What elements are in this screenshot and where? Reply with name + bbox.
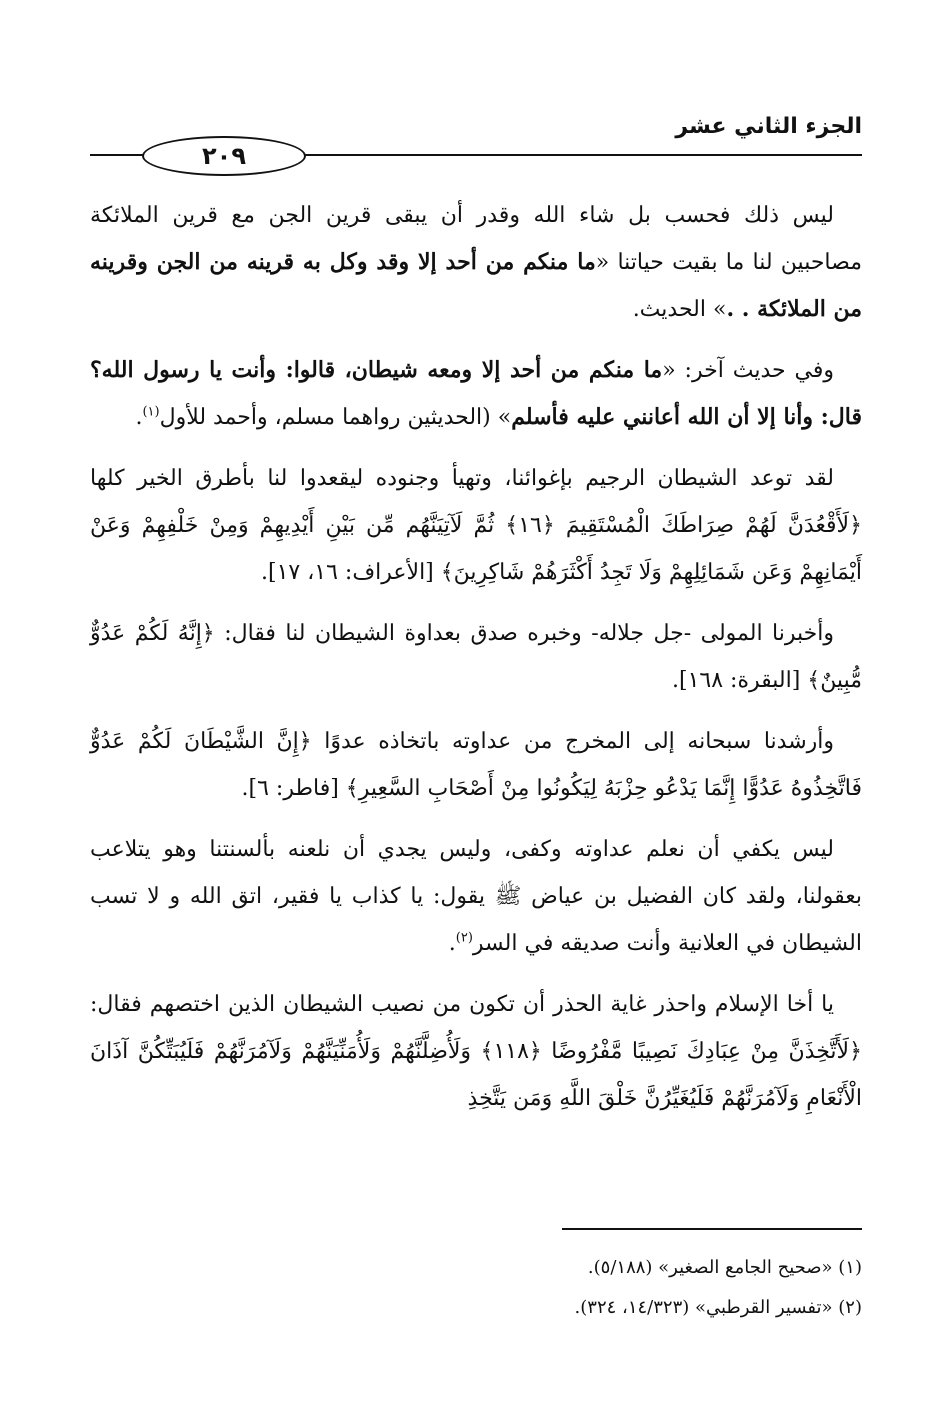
paragraph-text: » (الحديثين رواهما مسلم، وأحمد للأول [159,405,512,430]
paragraph-3 [90,455,862,596]
paragraph-text: . [135,405,143,430]
paragraph-2 [90,347,862,441]
body-text [90,192,862,1136]
paragraph-text: يا أخا الإسلام واحذر غاية الحذر أن تكون من نصيب الشيطان الذين اختصهم فقال: [90,992,834,1017]
paragraph-5 [90,718,862,812]
paragraph-7 [90,981,862,1122]
paragraph-text: [البقرة: ١٦٨]. [672,668,808,693]
quran-verse: ﴿لَأَقْعُدَنَّ لَهُمْ صِرَاطَكَ الْمُسْتَقِيمَ ﴿١٦﴾ ثُمَّ لَآتِيَنَّهُم مِّن بَيْنِ أَيْدِيهِمْ وَمِنْ خَلْفِهِمْ وَعَنْ أَيْمَانِهِمْ وَعَن شَمَائِلِهِمْ وَلَا تَجِدُ أَكْثَرَهُمْ شَاكِرِينَ﴾ [90,513,862,585]
paragraph-text: . [448,931,456,956]
quran-verse: ﴿لَأَتَّخِذَنَّ مِنْ عِبَادِكَ نَصِيبًا مَّفْرُوضًا ﴿١١٨﴾ وَلَأُضِلَّنَّهُمْ وَلَأُمَنِّيَنَّهُمْ وَلَآمُرَنَّهُمْ فَلَيُبَتِّكُنَّ آذَانَ الْأَنْعَامِ وَلَآمُرَنَّهُمْ فَلَيُغَيِّرُنَّ خَلْقَ اللَّهِ وَمَن يَتَّخِذِ [90,1039,862,1111]
footnote-marker: (٢) [455,930,473,946]
footnote-1: (١) «صحيح الجامع الصغير» (٥/١٨٨). [587,1257,862,1278]
paragraph-1 [90,192,862,333]
footnote-divider [562,1228,862,1230]
paragraph-4 [90,610,862,704]
paragraph-text: لقد توعد الشيطان الرجيم بإغوائنا، وتهيأ وجنوده ليقعدوا لنا بأطرق الخير كلها [90,466,834,491]
paragraph-text: » الحديث. [632,297,727,322]
page-header [90,110,862,180]
paragraph-6 [90,826,862,967]
paragraph-text: [فاطر: ٦]. [241,776,346,801]
paragraph-text: وفي حديث آخر: « [662,358,834,383]
paragraph-text: ليس ذلك فحسب بل شاء الله وقدر أن يبقى قرين الجن مع قرين الملائكة مصاحبين لنا ما بقيت حياتنا « [90,203,862,275]
page-number: ٢٠٩ [142,136,306,176]
hadith-quote: ما منكم من أحد إلا ومعه شيطان، قالوا: وأنت يا رسول الله؟ قال: وأنا إلا أن الله أعانني عليه فأسلم [90,357,862,430]
footnote-2: (٢) «تفسير القرطبي» (١٤/٣٢٣، ٣٢٤). [574,1297,862,1318]
paragraph-text: [الأعراف: ١٦، ١٧]. [260,560,441,585]
quran-verse: ﴿إِنَّ الشَّيْطَانَ لَكُمْ عَدُوٌّ فَاتَّخِذُوهُ عَدُوًّا إِنَّمَا يَدْعُو حِزْبَهُ لِيَكُونُوا مِنْ أَصْحَابِ السَّعِيرِ﴾ [90,729,862,801]
quran-verse: ﴿إِنَّهُ لَكُمْ عَدُوٌّ مُّبِينٌ﴾ [90,621,862,693]
hadith-quote: ما منكم من أحد إلا وقد وكل به قرينه من الجن وقرينه من الملائكة . . [90,249,862,322]
footnotes [90,1248,862,1328]
footnote-marker: (١) [142,404,160,420]
book-part-title: الجزء الثاني عشر [675,114,862,139]
paragraph-text: ليس يكفي أن نعلم عداوته وكفى، وليس يجدي أن نلعنه بألسنتنا وهو يتلاعب بعقولنا، ولقد كان الفضيل بن عياض ﷺ يقول: يا كذاب يا فقير، اتق الله و لا تسب الشيطان في العلانية وأنت صديقه في السر [90,837,862,956]
paragraph-text: وأخبرنا المولى -جل جلاله- وخبره صدق بعداوة الشيطان لنا فقال: [214,621,835,646]
paragraph-text: وأرشدنا سبحانه إلى المخرج من عداوته باتخاذه عدوًا [311,729,835,754]
